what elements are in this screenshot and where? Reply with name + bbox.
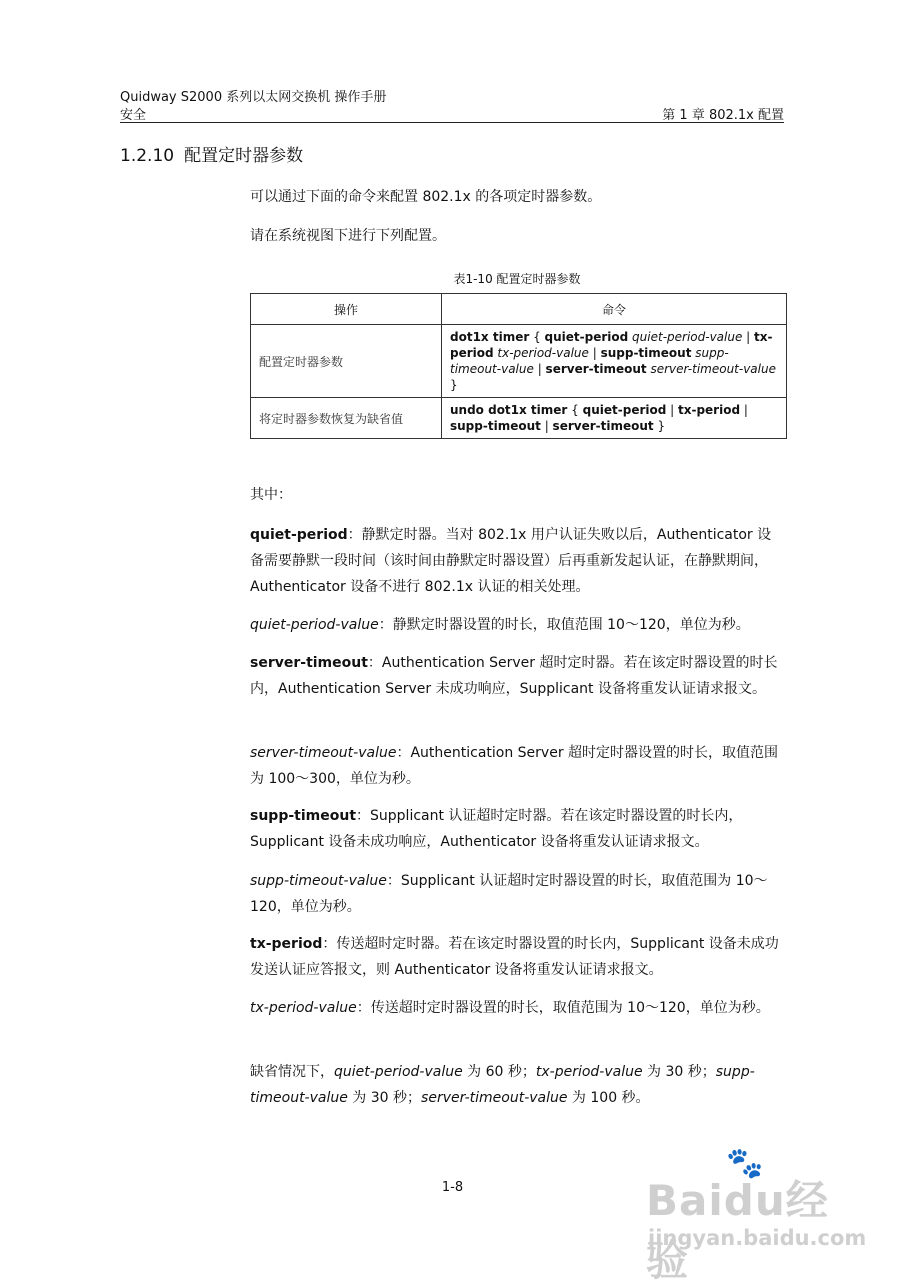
header-chapter: 第 1 章 802.1x 配置 [662, 108, 784, 123]
watermark-brand: Baidu经验 [646, 1176, 829, 1285]
param-term: server-timeout [250, 655, 368, 671]
section-number: 1.2.10 [120, 146, 175, 166]
command-cell: undo dot1x timer { quiet-period | tx-period | supp-timeout | server-timeout } [442, 398, 787, 439]
param-description: ：静默定时器设置的时长，取值范围 10～120，单位为秒。 [378, 617, 750, 633]
defaults-paragraph: 缺省情况下，quiet-period-value 为 60 秒；tx-period-value 为 30 秒；supp-timeout-value 为 30 秒；server-timeout-value 为 100 秒。 [250, 1064, 755, 1106]
param-server-timeout-value [250, 740, 784, 792]
page-number: 1-8 [441, 1180, 464, 1195]
param-quiet-period-value [250, 612, 784, 638]
baidu-watermark [646, 1146, 867, 1285]
param-supp-timeout-value [250, 868, 784, 920]
header-section: 安全 [120, 108, 147, 123]
param-term: supp-timeout-value [250, 873, 387, 889]
section-text: 配置定时器参数 [184, 146, 304, 166]
intro-paragraph-1: 可以通过下面的命令来配置 802.1x 的各项定时器参数。 [250, 189, 602, 205]
param-term: server-timeout-value [250, 745, 397, 761]
operation-cell: 配置定时器参数 [251, 325, 442, 398]
command-cell: dot1x timer { quiet-period quiet-period-value | tx-period tx-period-value | supp-timeout supp-timeout-value | server-timeout server-timeout-value } [442, 325, 787, 398]
where-label: 其中： [250, 487, 292, 503]
command-table [250, 293, 787, 439]
header-title: Quidway S2000 系列以太网交换机 操作手册 [120, 90, 387, 105]
param-term: quiet-period [250, 527, 348, 543]
param-term: quiet-period-value [250, 617, 379, 633]
header-rule [120, 122, 784, 123]
param-quiet-period [250, 522, 784, 600]
param-description: ：Authentication Server 超时定时器设置的时长，取值范围为 100～300，单位为秒。 [250, 745, 779, 787]
param-description: ：传送超时定时器。若在该定时器设置的时长内，Supplicant 设备未成功发送认证应答报文，则 Authenticator 设备将重发认证请求报文。 [250, 936, 779, 978]
table-caption: 表1-10 配置定时器参数 [453, 272, 581, 286]
column-header-operation: 操作 [251, 294, 442, 325]
intro-paragraph-2: 请在系统视图下进行下列配置。 [250, 228, 446, 244]
table-row [251, 398, 787, 439]
column-header-command: 命令 [442, 294, 787, 325]
param-description: ：Supplicant 认证超时定时器设置的时长，取值范围为 10～120，单位为秒。 [250, 873, 768, 915]
param-description: ：静默定时器。当对 802.1x 用户认证失败以后，Authenticator 设备需要静默一段时间（该时间由静默定时器设置）后再重新发起认证，在静默期间，Authenticator 设备不进行 802.1x 认证的相关处理。 [250, 527, 772, 595]
operation-cell: 将定时器参数恢复为缺省值 [251, 398, 442, 439]
param-description: ：传送超时定时器设置的时长，取值范围为 10～120，单位为秒。 [356, 1000, 770, 1016]
param-description: ：Supplicant 认证超时定时器。若在该定时器设置的时长内，Supplicant 设备未成功响应，Authenticator 设备将重发认证请求报文。 [250, 808, 743, 850]
table-header-row [251, 294, 787, 325]
param-term: supp-timeout [250, 808, 357, 824]
param-supp-timeout [250, 803, 784, 855]
param-description: ：Authentication Server 超时定时器。若在该定时器设置的时长内，Authentication Server 未成功响应，Supplicant 设备将重发认证请求报文。 [250, 655, 778, 697]
param-term: tx-period [250, 936, 323, 952]
param-server-timeout [250, 650, 784, 702]
watermark-url: jingyan.baidu.com [648, 1226, 867, 1250]
param-tx-period-value [250, 995, 784, 1021]
param-term: tx-period-value [250, 1000, 357, 1016]
table-row [251, 325, 787, 398]
paw-icon: 🐾 [726, 1146, 764, 1181]
param-tx-period [250, 931, 784, 983]
header-row [120, 104, 784, 123]
section-title [120, 141, 303, 166]
